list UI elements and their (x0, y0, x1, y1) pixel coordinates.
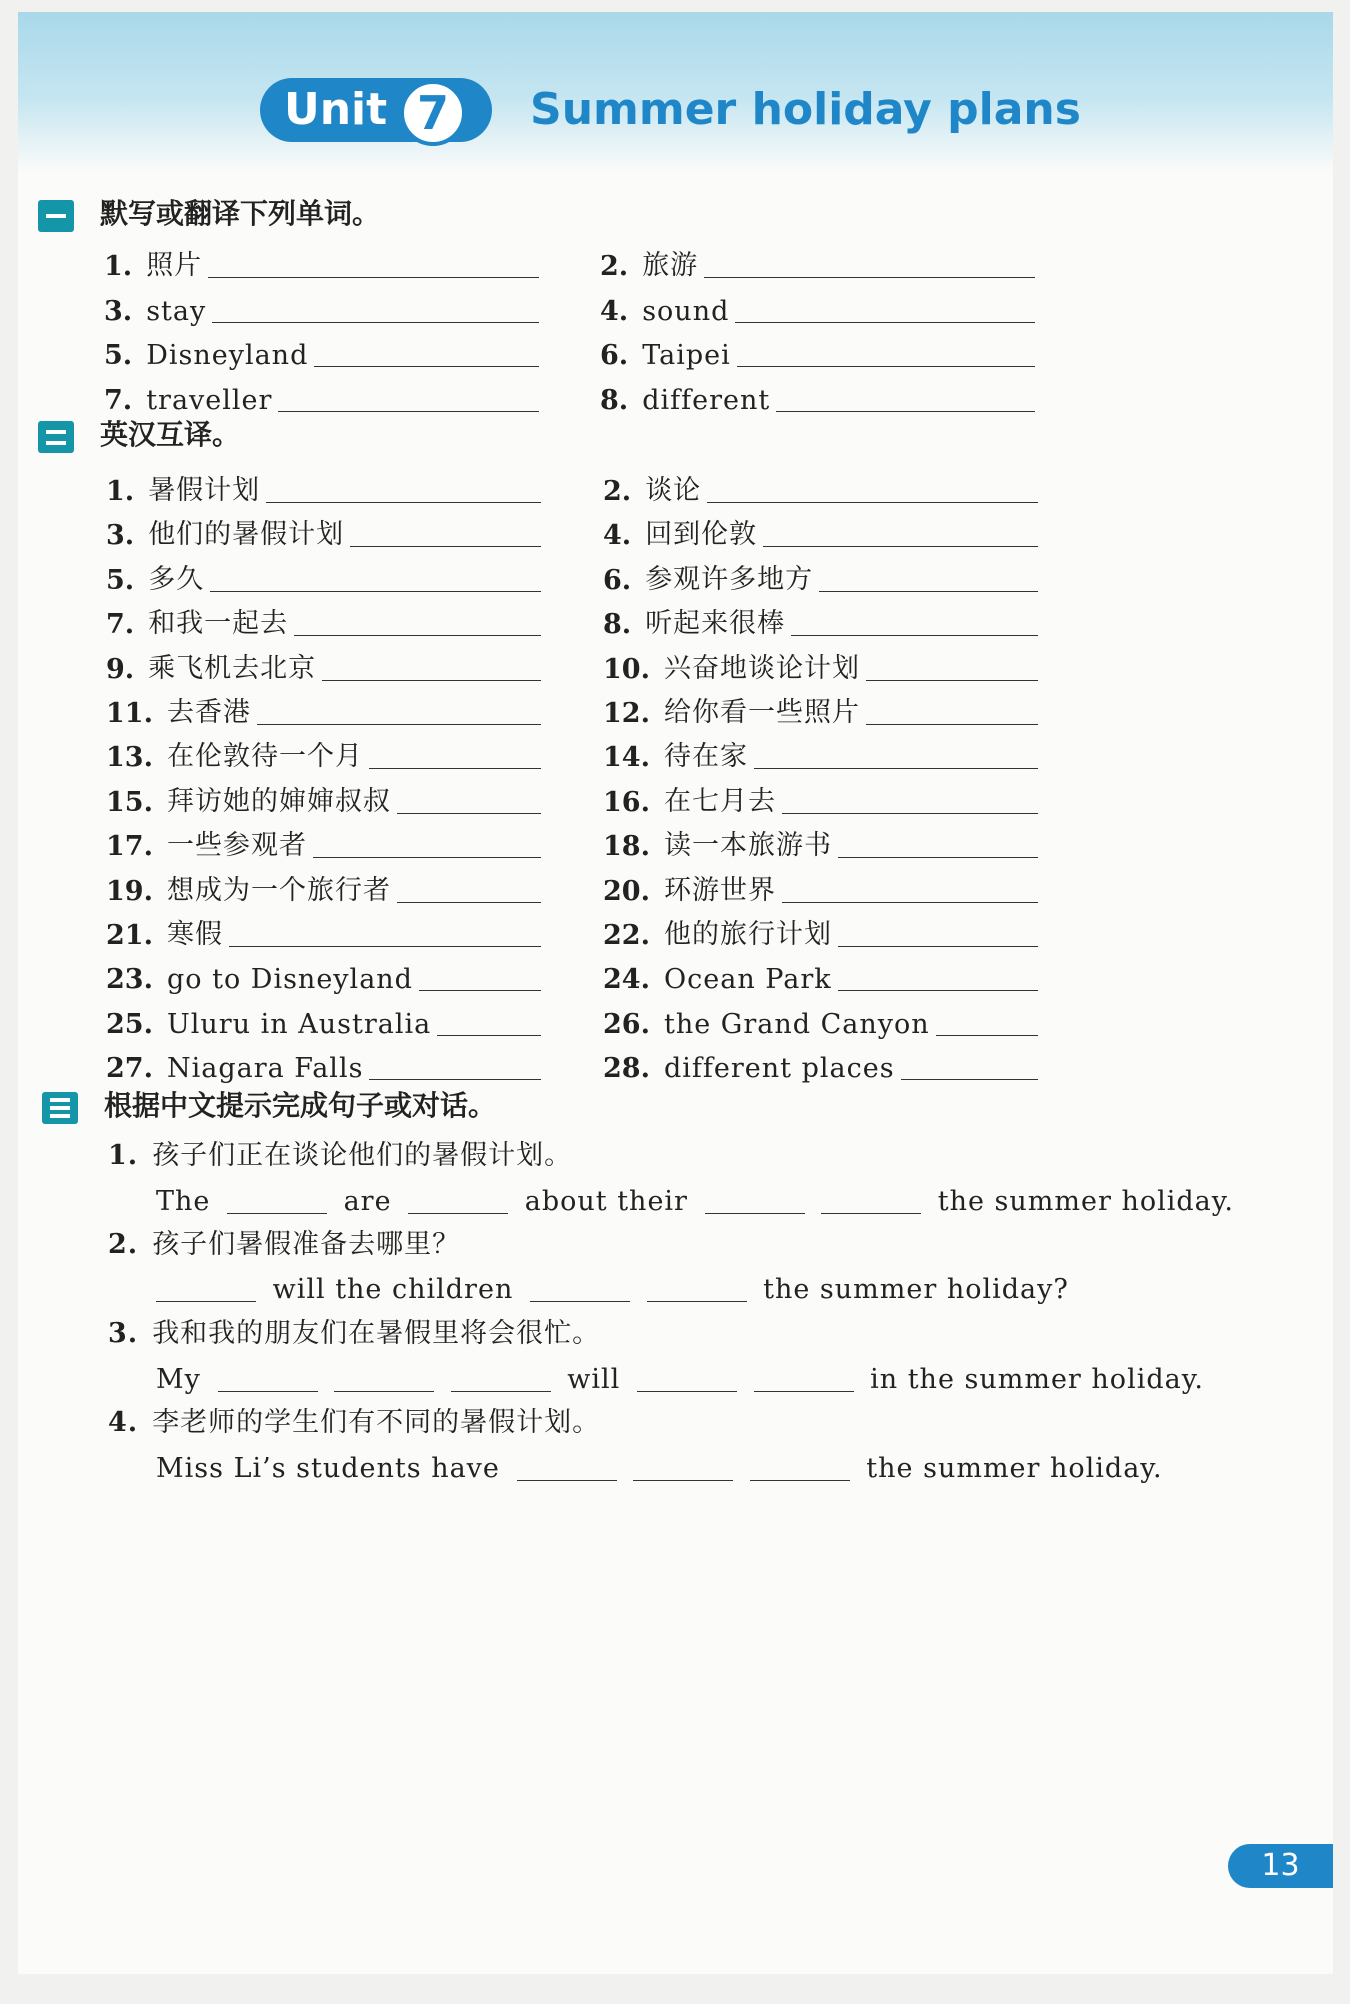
answer-line[interactable] (229, 916, 541, 947)
item-prompt: 他的旅行计划 (663, 919, 832, 950)
item-prompt: different (642, 384, 771, 416)
item-prompt: traveller (146, 384, 273, 416)
item-prompt: 在七月去 (663, 785, 776, 817)
exercise-item (603, 818, 1038, 862)
exercise-item (106, 951, 541, 995)
question-4-prompt: 4. 李老师的学生们有不同的暑假计划。 (108, 1407, 601, 1438)
answer-line[interactable] (707, 472, 1038, 503)
exercise-item (603, 951, 1038, 995)
exercise-item (106, 641, 541, 685)
item-number: 4. (600, 295, 629, 327)
item-number: 7. (106, 609, 135, 641)
page-number: 13 (1228, 1844, 1333, 1888)
item-number: 25. (106, 1008, 153, 1040)
answer-line[interactable] (322, 650, 541, 681)
item-prompt: 多久 (148, 563, 205, 595)
item-number: 27. (106, 1053, 153, 1085)
item-number: 12. (603, 698, 650, 729)
unit-badge (260, 78, 492, 142)
question-2-prompt: 2. 孩子们暑假准备去哪里？ (108, 1229, 461, 1260)
item-prompt: 在伦敦待一个月 (166, 741, 363, 773)
item-prompt: 和我一起去 (148, 608, 289, 640)
item-prompt: 环游世界 (663, 874, 776, 906)
exercise-item (104, 327, 539, 371)
exercise-item (104, 372, 539, 416)
item-number: 24. (603, 964, 650, 996)
item-prompt: 参观许多地方 (645, 563, 814, 595)
exercise-item (600, 327, 1035, 371)
section-2-badge (38, 421, 74, 453)
item-prompt: 乘飞机去北京 (148, 652, 317, 684)
exercise-item (603, 685, 1038, 729)
answer-line[interactable] (704, 247, 1035, 278)
item-prompt: Uluru in Australia (166, 1008, 432, 1040)
item-number: 16. (603, 786, 650, 818)
item-number: 19. (106, 875, 153, 907)
item-prompt: 读一本旅游书 (663, 830, 832, 862)
answer-line[interactable] (437, 1005, 541, 1036)
exercise-item (106, 507, 541, 551)
item-number: 13. (106, 742, 153, 774)
answer-blank[interactable] (517, 1450, 617, 1481)
item-prompt: 待在家 (663, 741, 748, 773)
workbook-page (18, 12, 1333, 1974)
item-number: 3. (106, 520, 135, 552)
item-prompt: go to Disneyland (166, 964, 413, 996)
exercise-item (106, 996, 541, 1040)
item-number: 18. (603, 831, 650, 863)
item-prompt: 寒假 (166, 919, 223, 950)
exercise-item (106, 463, 541, 507)
question-4-sentence: Miss Li’s students have the summer holiday. (156, 1449, 1163, 1489)
exercise-item (106, 729, 541, 773)
question-1-prompt: 1. 孩子们正在谈论他们的暑假计划。 (108, 1140, 573, 1171)
answer-line[interactable] (791, 605, 1038, 636)
answer-blank[interactable] (218, 1361, 318, 1392)
question-1-sentence: The are about their the summer holiday. (156, 1182, 1234, 1222)
answer-line[interactable] (763, 516, 1038, 547)
answer-blank[interactable] (821, 1183, 921, 1214)
question-3-sentence: My will in the summer holiday. (156, 1360, 1204, 1400)
answer-line[interactable] (212, 292, 539, 323)
section-3-badge (42, 1092, 78, 1124)
answer-line[interactable] (838, 827, 1038, 858)
answer-line[interactable] (782, 783, 1038, 814)
answer-blank[interactable] (705, 1183, 805, 1214)
exercise-item (600, 372, 1035, 416)
question-2-sentence: will the children the summer holiday? (156, 1270, 1069, 1310)
exercise-item (603, 907, 1038, 951)
answer-line[interactable] (776, 381, 1035, 412)
item-prompt: 谈论 (645, 475, 702, 506)
answer-line[interactable] (419, 960, 541, 991)
item-number: 23. (106, 964, 153, 996)
answer-blank[interactable] (408, 1183, 508, 1214)
item-number: 21. (106, 920, 153, 951)
answer-line[interactable] (369, 738, 541, 769)
exercise-item (603, 729, 1038, 773)
item-prompt: the Grand Canyon (663, 1008, 930, 1040)
item-prompt: 去香港 (166, 697, 251, 728)
answer-blank[interactable] (633, 1450, 733, 1481)
item-prompt: 暑假计划 (148, 475, 261, 506)
answer-line[interactable] (838, 916, 1038, 947)
answer-line[interactable] (210, 561, 541, 592)
unit-label: Unit (284, 84, 388, 135)
answer-line[interactable] (866, 694, 1038, 725)
item-number: 14. (603, 742, 650, 774)
item-number: 8. (603, 609, 632, 641)
item-number: 6. (603, 564, 632, 596)
answer-line[interactable] (866, 650, 1038, 681)
answer-line[interactable] (737, 336, 1035, 367)
item-prompt: 一些参观者 (166, 830, 307, 862)
exercise-item (603, 552, 1038, 596)
exercise-item (603, 774, 1038, 818)
item-number: 15. (106, 786, 153, 818)
exercise-item (600, 283, 1035, 327)
page-title: Summer holiday plans (530, 84, 1081, 135)
answer-line[interactable] (350, 516, 541, 547)
item-number: 6. (600, 340, 629, 371)
item-number: 11. (106, 698, 153, 729)
answer-blank[interactable] (156, 1271, 256, 1302)
exercise-item (106, 596, 541, 640)
exercise-item (603, 596, 1038, 640)
exercise-item (603, 463, 1038, 507)
exercise-item (603, 507, 1038, 551)
answer-blank[interactable] (451, 1361, 551, 1392)
answer-line[interactable] (901, 1049, 1038, 1080)
answer-line[interactable] (257, 694, 541, 725)
answer-blank[interactable] (334, 1361, 434, 1392)
answer-blank[interactable] (750, 1450, 850, 1481)
item-prompt: 照片 (146, 250, 203, 281)
answer-line[interactable] (314, 336, 539, 367)
exercise-item (106, 774, 541, 818)
exercise-item (106, 863, 541, 907)
item-prompt: different places (663, 1053, 895, 1085)
answer-line[interactable] (735, 292, 1035, 323)
exercise-item (104, 283, 539, 327)
item-number: 1. (104, 251, 133, 282)
answer-line[interactable] (819, 561, 1038, 592)
unit-number: 7 (400, 80, 466, 146)
exercise-item (603, 1040, 1038, 1084)
exercise-item (106, 907, 541, 951)
section-1-badge (38, 200, 74, 232)
item-number: 8. (600, 384, 629, 416)
exercise-item (106, 1040, 541, 1084)
exercise-item (106, 552, 541, 596)
item-number: 5. (106, 564, 135, 596)
answer-line[interactable] (278, 381, 539, 412)
answer-line[interactable] (754, 738, 1038, 769)
item-number: 26. (603, 1008, 650, 1040)
section-3-title: 根据中文提示完成句子或对话。 (104, 1089, 497, 1122)
exercise-item (106, 685, 541, 729)
item-prompt: 听起来很棒 (645, 608, 786, 640)
answer-blank[interactable] (637, 1361, 737, 1392)
exercise-item (104, 238, 539, 282)
item-prompt: stay (146, 295, 207, 327)
answer-line[interactable] (369, 1049, 541, 1080)
item-prompt: sound (642, 295, 730, 327)
answer-blank[interactable] (647, 1271, 747, 1302)
item-prompt: 他们的暑假计划 (148, 519, 345, 551)
exercise-item (603, 863, 1038, 907)
answer-line[interactable] (266, 472, 541, 503)
item-number: 17. (106, 831, 153, 863)
item-number: 22. (603, 920, 650, 951)
item-prompt: Niagara Falls (166, 1053, 364, 1085)
item-number: 1. (106, 476, 135, 507)
section-1-title: 默写或翻译下列单词。 (100, 197, 381, 230)
answer-line[interactable] (397, 872, 541, 903)
section-2-title: 英汉互译。 (100, 418, 241, 451)
item-number: 2. (600, 251, 629, 282)
answer-line[interactable] (782, 872, 1038, 903)
item-number: 2. (603, 476, 632, 507)
item-prompt: 回到伦敦 (645, 519, 758, 551)
item-prompt: 拜访她的婶婶叔叔 (166, 785, 391, 817)
item-number: 4. (603, 520, 632, 552)
answer-line[interactable] (838, 960, 1038, 991)
item-number: 28. (603, 1053, 650, 1085)
question-3-prompt: 3. 我和我的朋友们在暑假里将会很忙。 (108, 1318, 601, 1349)
exercise-item (603, 641, 1038, 685)
item-number: 10. (603, 653, 650, 685)
answer-blank[interactable] (227, 1183, 327, 1214)
item-prompt: Disneyland (146, 340, 309, 371)
answer-line[interactable] (313, 827, 541, 858)
answer-line[interactable] (936, 1005, 1038, 1036)
item-prompt: 旅游 (642, 250, 699, 281)
exercise-item (600, 238, 1035, 282)
item-prompt: 想成为一个旅行者 (166, 874, 391, 906)
answer-line[interactable] (397, 783, 541, 814)
item-number: 20. (603, 875, 650, 907)
item-number: 3. (104, 295, 133, 327)
answer-blank[interactable] (754, 1361, 854, 1392)
item-prompt: Ocean Park (663, 964, 832, 996)
answer-line[interactable] (294, 605, 541, 636)
exercise-item (603, 996, 1038, 1040)
answer-blank[interactable] (530, 1271, 630, 1302)
item-prompt: Taipei (642, 340, 731, 371)
item-number: 5. (104, 340, 133, 371)
item-prompt: 给你看一些照片 (663, 697, 860, 728)
item-prompt: 兴奋地谈论计划 (663, 652, 860, 684)
answer-line[interactable] (208, 247, 539, 278)
exercise-item (106, 818, 541, 862)
item-number: 9. (106, 653, 135, 685)
item-number: 7. (104, 384, 133, 416)
